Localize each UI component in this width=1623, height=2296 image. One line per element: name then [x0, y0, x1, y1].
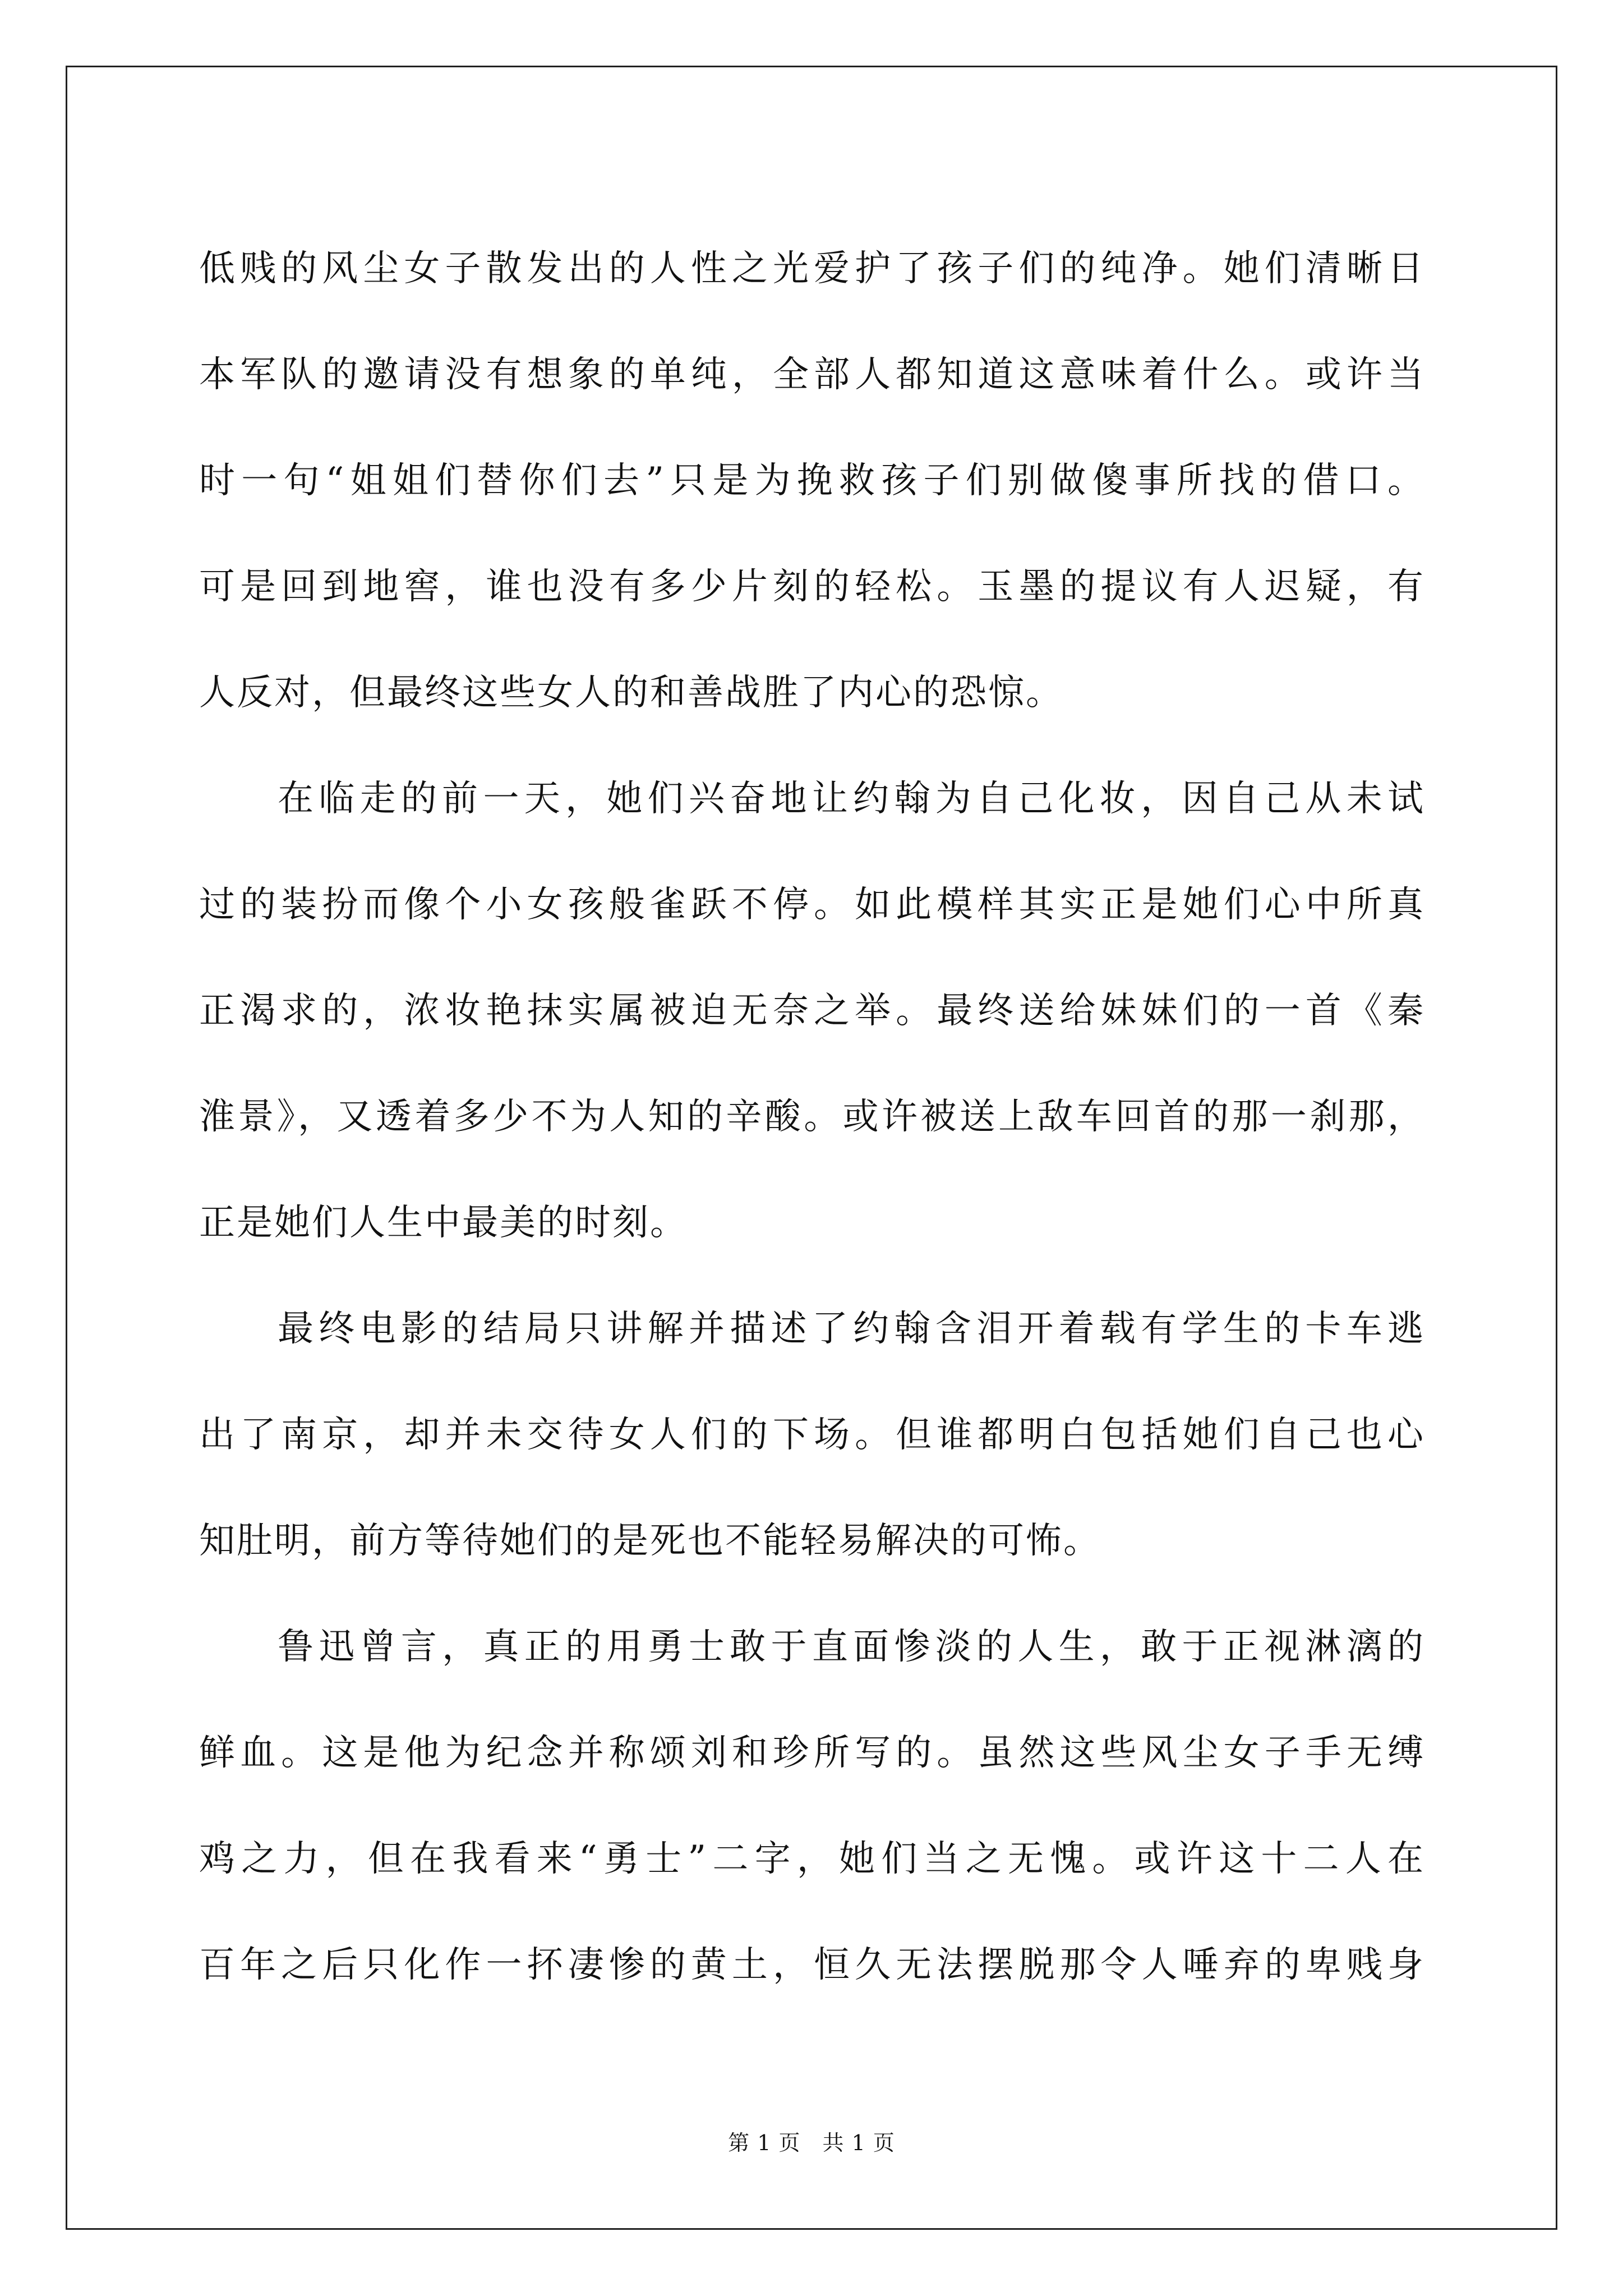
text-line: 出了南京，却并未交待女人们的下场。但谁都明白包括她们自己也心: [199, 1414, 1425, 1456]
page-number-footer: 第 1 页 共 1 页: [728, 2131, 895, 2155]
text-line: 知肚明，前方等待她们的是死也不能轻易解决的可怖。: [199, 1520, 1101, 1562]
text-line: 人反对，但最终这些女人的和善战胜了内心的恐惊。: [199, 672, 1063, 714]
text-line: 鸡之力，但在我看来“勇士”二字，她们当之无愧。或许这十二人在: [199, 1838, 1425, 1880]
text-line: 淮景》，又透着多少不为人知的辛酸。或许被送上敌车回首的那一刹那，: [199, 1096, 1425, 1138]
text-line: 正渴求的，浓妆艳抹实属被迫无奈之举。最终送给妹妹们的一首《秦: [199, 990, 1425, 1032]
paragraph-4: [199, 1594, 1425, 2018]
text-line: 百年之后只化作一抔凄惨的黄土，恒久无法摆脱那令人唾弃的卑贱身: [199, 1944, 1425, 1986]
text-line: 最终电影的结局只讲解并描述了约翰含泪开着载有学生的卡车逃: [278, 1308, 1425, 1350]
text-line: 在临走的前一天，她们兴奋地让约翰为自己化妆，因自己从未试: [278, 778, 1425, 820]
text-line: 鲜血。这是他为纪念并称颂刘和珍所写的。虽然这些风尘女子手无缚: [199, 1732, 1425, 1774]
text-line: 正是她们人生中最美的时刻。: [199, 1202, 688, 1244]
paragraph-2: [199, 746, 1425, 1276]
paragraph-3: [199, 1276, 1425, 1594]
text-line: 鲁迅曾言，真正的用勇士敢于直面惨淡的人生，敢于正视淋漓的: [278, 1626, 1425, 1668]
document-body: [199, 216, 1425, 2018]
paragraph-1: [199, 216, 1425, 746]
text-line: 本军队的邀请没有想象的单纯，全部人都知道这意味着什么。或许当: [199, 354, 1425, 395]
text-line: 可是回到地窖，谁也没有多少片刻的轻松。玉墨的提议有人迟疑，有: [199, 566, 1425, 608]
text-line: 低贱的风尘女子散发出的人性之光爱护了孩子们的纯净。她们清晰日: [199, 248, 1425, 289]
text-line: 过的装扮而像个小女孩般雀跃不停。如此模样其实正是她们心中所真: [199, 884, 1425, 926]
text-line: 时一句“姐姐们替你们去”只是为挽救孩子们别做傻事所找的借口。: [199, 460, 1425, 501]
